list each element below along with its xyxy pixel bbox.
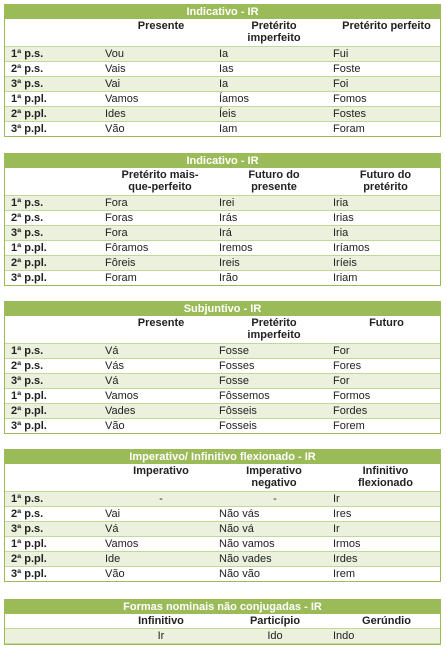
col-header: Pretérito perfeito — [342, 20, 431, 32]
table-row: 1ª p.pl. Vamos Fôssemos Formos — [11, 390, 371, 402]
table-row: 1ª p.pl. Vamos Íamos Fomos — [11, 93, 367, 105]
header-row — [5, 464, 440, 491]
formas-nominais-table — [4, 599, 441, 645]
table-row: 3ª p.s. Vai Ia Foi — [5, 76, 440, 92]
table-title: Formas nominais não conjugadas - IR — [5, 600, 440, 614]
table-row: 2ª p.s. Vás Fosses Fores — [11, 360, 362, 372]
table-row: 3ª p.pl. Vão Não vão Irem — [11, 568, 355, 580]
col-header: Pretérito mais-que-perfeito — [121, 169, 199, 193]
table-title: Indicativo - IR — [5, 154, 440, 168]
table-row: 1ª p.s. Fora Irei Iria — [5, 195, 440, 211]
indicativo-table-2 — [4, 153, 441, 286]
col-header: Futuro do pretérito — [359, 169, 412, 193]
table-row: Ir Ido Indo — [5, 628, 440, 644]
table-row: 2ª p.pl. Fôreis Ireis Iríeis — [5, 255, 440, 271]
table-row: 2ª p.s. Vai Não vás Ires — [11, 508, 352, 520]
table-row: 3ª p.pl. Vão Iam Foram — [11, 123, 365, 135]
table-row: 2ª p.s. Vais Ias Foste — [11, 63, 361, 75]
indicativo-table-1 — [4, 4, 441, 137]
col-header: Futuro — [369, 317, 404, 329]
header-row — [5, 316, 440, 343]
col-header: Pretérito imperfeito — [247, 20, 301, 44]
table-row: 1ª p.s. - - Ir — [5, 491, 440, 507]
table-row: 3ª p.pl. Foram Irão Iriam — [11, 272, 358, 284]
col-header: Presente — [137, 20, 185, 32]
header-row — [5, 19, 440, 46]
table-row: 2ª p.pl. Vades Fôsseis Fordes — [5, 403, 440, 419]
table-row: 2ª p.s. Foras Irás Irias — [11, 212, 354, 224]
table-title: Subjuntivo - IR — [5, 302, 440, 316]
col-header: Imperativo negativo — [246, 465, 302, 489]
col-header: Gerúndio — [362, 615, 411, 627]
col-header: Infinitivo flexionado — [357, 465, 413, 489]
table-row: 1ª p.s. Vá Fosse For — [5, 343, 440, 359]
col-header: Futuro do presente — [248, 169, 300, 193]
header-row — [5, 168, 440, 195]
col-header: Infinitivo — [138, 615, 184, 627]
header-row — [5, 614, 440, 628]
table-row: 1ª p.s. Vou Ia Fui — [5, 46, 440, 62]
imperativo-table — [4, 449, 441, 582]
table-title: Imperativo/ Infinitivo flexionado - IR — [5, 450, 440, 464]
col-header: Imperativo — [133, 465, 189, 477]
table-row: 3ª p.s. Vá Fosse For — [5, 373, 440, 389]
table-row: 2ª p.pl. Ide Não vades Irdes — [5, 551, 440, 567]
table-row: 1ª p.pl. Vamos Não vamos Irmos — [11, 538, 361, 550]
table-row: 3ª p.s. Vá Não vá Ir — [5, 521, 440, 537]
table-title: Indicativo - IR — [5, 5, 440, 19]
table-row: 1ª p.pl. Fôramos Iremos Iríamos — [11, 242, 370, 254]
col-header: Pretérito imperfeito — [247, 317, 301, 341]
col-header: Presente — [137, 317, 185, 329]
table-row: 3ª p.s. Fora Irá Iria — [5, 225, 440, 241]
col-header: Particípio — [249, 615, 301, 627]
table-row: 2ª p.pl. Ides Íeis Fostes — [5, 106, 440, 122]
subjuntivo-table — [4, 301, 441, 434]
table-row: 3ª p.pl. Vão Fosseis Forem — [11, 420, 365, 432]
